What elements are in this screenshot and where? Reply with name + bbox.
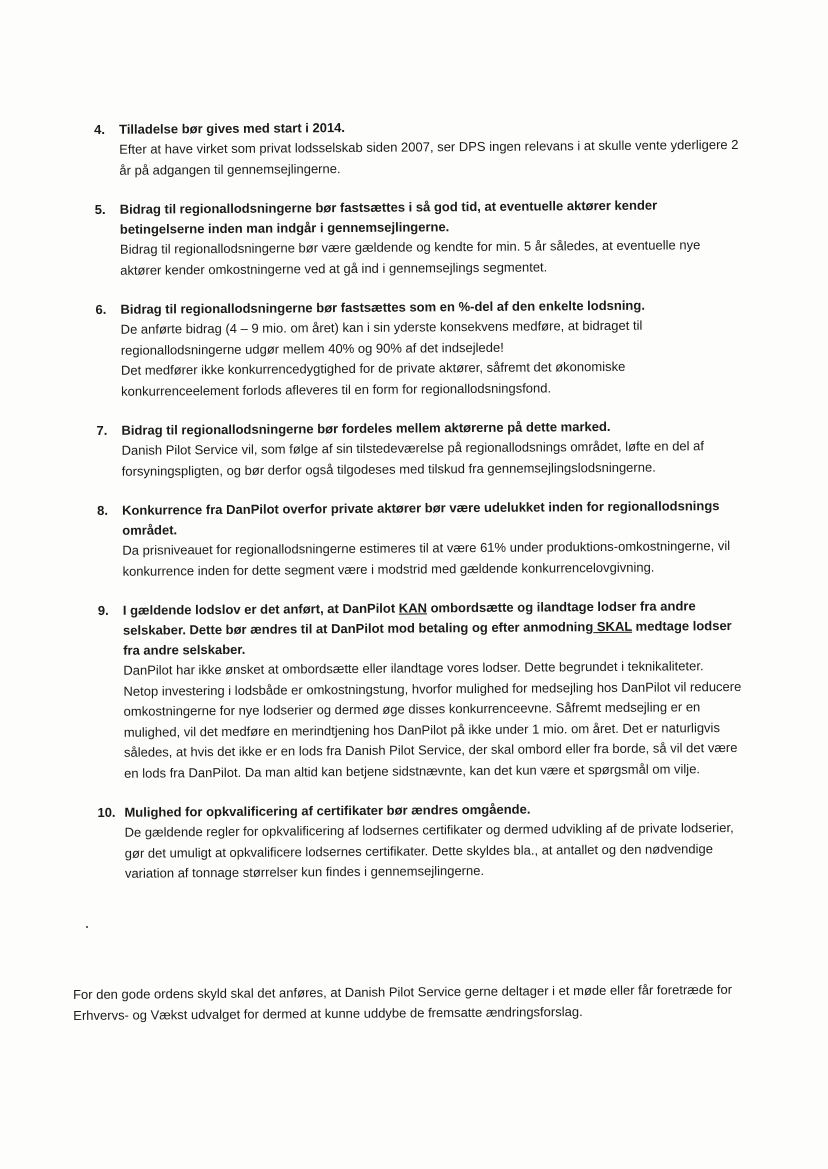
item-number: 10. — [97, 804, 116, 820]
item-paragraph: Bidrag til regionallodsningerne bør være gældende og kendte for min. 5 år således, at eventuelle nye aktører kender omkostningerne ved at gå ind i gennemsejlings segmentet. — [119, 237, 701, 278]
closing-paragraph: For den gode ordens skyld skal det anføres, at Danish Pilot Service gerne deltager i et møde eller får foretræde for Erhvervs- og Vækst udvalget for dermed at kunne uddybe de fremsatte ændringsforslag. — [73, 981, 733, 1023]
item-paragraph: Det medfører ikke konkurrencedygtighed for de private aktører, såfremt det økonomiske konkurrenceelement forlods afleveres til en form for regionallodsningsfond. — [120, 358, 626, 399]
proposal-list — [94, 115, 750, 904]
item-paragraph: De anførte bidrag (4 – 9 mio. om året) kan i sin yderste konsekvens medføre, at bidraget til regionallodsningerne udgør mellem 40% og 90% af det indsejlede! — [120, 317, 643, 358]
item-number: 6. — [95, 301, 107, 317]
item-heading: Bidrag til regionallodsningerne bør fastsættes i så god tid, at eventuelle aktører kender betingelserne inden man indgår i gennemsejlingerne. — [119, 197, 658, 237]
heading-text: I gældende lodslov er det anført, at DanPilot — [122, 600, 399, 618]
heading-text: medtage lodser fra andre selskaber. — [123, 618, 732, 658]
item-paragraph: Efter at have virket som privat lodsselskab siden 2007, ser DPS ingen relevans i at skulle vente yderligere 2 år på adgangen til gennemsejlingerne. — [119, 136, 739, 178]
item-number: 5. — [94, 201, 106, 217]
list-item — [99, 798, 750, 885]
item-number: 9. — [97, 602, 109, 618]
item-paragraph: De gældende regler for opkvalificering af lodsernes certifikater og dermed udvikling af de private lodserier, gør det umuligt at opkvalificere lodsernes certifikater. Dette skyldes bla., at antallet og den nødvendige variation af tonnage størrelser kun findes i gennemsejlingerne. — [124, 819, 734, 881]
underlined-skal: SKAL — [593, 618, 633, 635]
list-item — [95, 295, 746, 402]
list-item — [94, 115, 744, 181]
scan-speck — [86, 926, 88, 928]
item-paragraph: Netop investering i lodsbåde er omkostningstung, hvorfor mulighed for medsejling hos DanPilot vil reducere omkostningerne for nye lodserier og dermed øge disses konkurrenceevne. Såfremt medsejling er en mulighed, vil det medføre en merindtjening hos DanPilot på ikke under 1 mio. om året. Det er naturligvis således, at hvis det ikke er en lods fra Danish Pilot Service, der skal ombord eller fra borde, så vil det være en lods fra DanPilot. Da man altid kan betjene sidstnævnte, kan det kun være et spørgsmål om vilje. — [123, 678, 742, 781]
list-item — [96, 416, 746, 482]
list-item — [95, 195, 746, 281]
item-heading: Bidrag til regionallodsningerne bør fordeles mellem aktørerne på dette marked. — [121, 418, 611, 438]
item-heading: Tilladelse bør gives med start i 2014. — [119, 120, 346, 137]
item-heading — [123, 596, 748, 661]
item-heading: Bidrag til regionallodsningerne bør fastsættes som en %-del af den enkelte lodsning. — [120, 297, 645, 317]
item-number: 7. — [96, 422, 108, 438]
item-heading: Mulighed for opkvalificering af certifikater bør ændres omgående. — [124, 801, 531, 820]
item-number: 4. — [94, 121, 105, 137]
item-heading: Konkurrence fra DanPilot overfor private aktører bør være udelukket inden for regionallodsnings området. — [122, 498, 720, 538]
item-paragraph: DanPilot har ikke ønsket at ombordsætte eller ilandtage vores lodser. Dette begrundet i teknikaliteter. — [123, 658, 704, 678]
underlined-kan: KAN — [398, 600, 427, 616]
list-item — [97, 496, 748, 582]
heading-text: ombordsætte og ilandtage lodser fra andre selskaber. Dette bør ændres til at DanPilot mod betaling og efter anmodning — [122, 598, 696, 638]
item-paragraph: Da prisniveauet for regionallodsningerne estimeres til at være 61% under produktions-omkostningerne, vil konkurrence inden for dette segment være i modstrid med gældende konkurrencelovgivning. — [122, 538, 731, 579]
item-number: 8. — [97, 502, 108, 518]
list-item — [98, 596, 749, 784]
item-paragraph: Danish Pilot Service vil, som følge af sin tilstedeværelse på regionallodsnings området, løfte en del af forsyningspligten, og bør derfor også tilgodeses med tilskud fra gennemsejlingslodsningerne. — [121, 438, 705, 479]
